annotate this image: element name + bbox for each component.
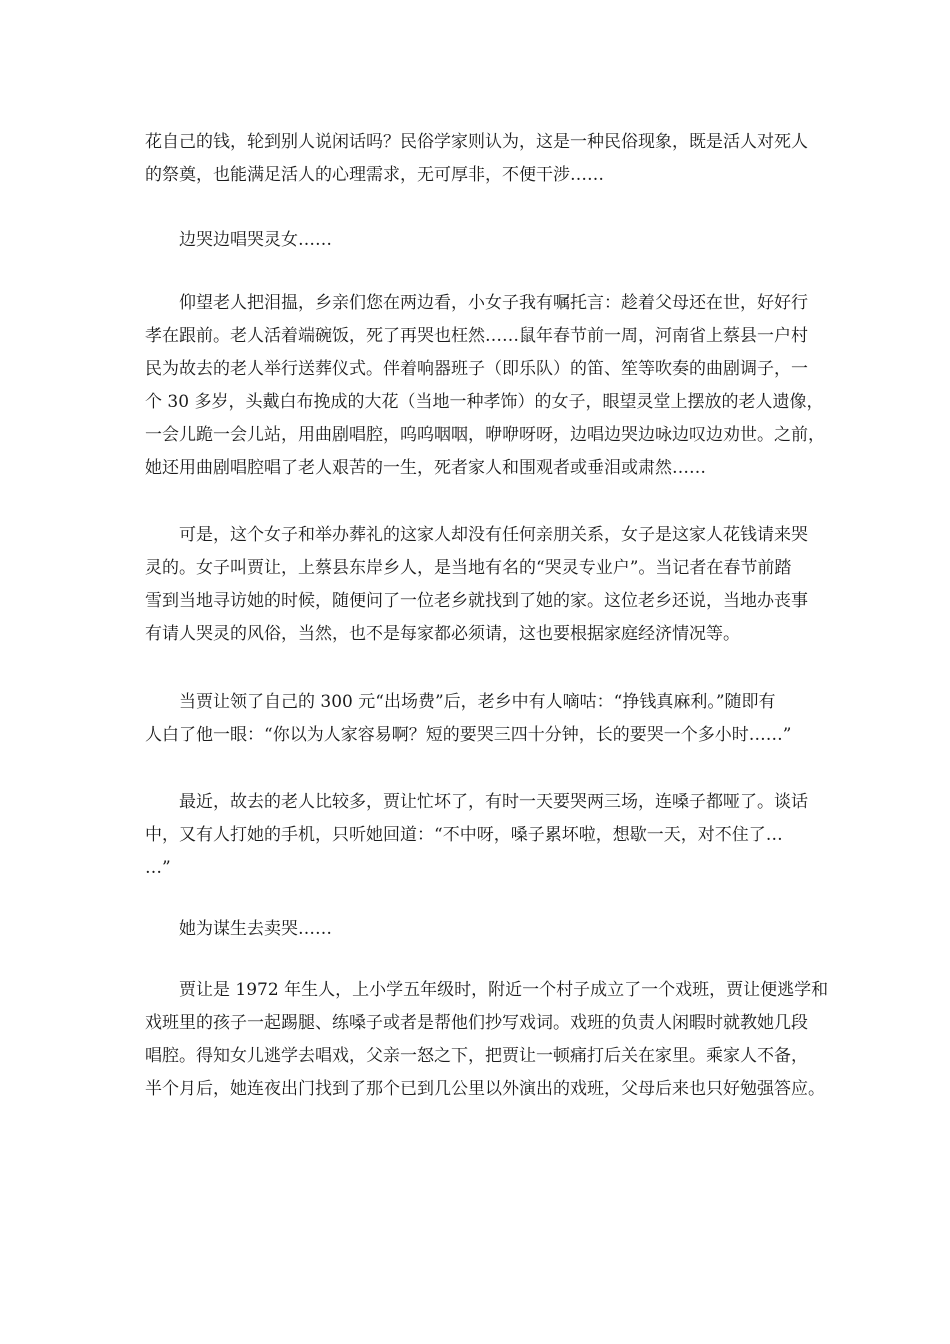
paragraph-5 xyxy=(145,686,811,752)
paragraph-line: 可是，这个女子和举办葬礼的这家人却没有任何亲朋关系，女子是这家人花钱请来哭 xyxy=(179,525,808,545)
paragraph-line: 个 30 多岁，头戴白布挽成的大花（当地一种孝饰）的女子，眼望灵堂上摆放的老人遗像， xyxy=(145,392,824,412)
paragraph-line: 唱腔。得知女儿逃学去唱戏，父亲一怒之下，把贾让一顿痛打后关在家里。乘家人不备， xyxy=(145,1046,808,1066)
paragraph-1 xyxy=(145,126,811,192)
paragraph-4 xyxy=(145,519,811,651)
paragraph-line: 有请人哭灵的风俗，当然，也不是每家都必须请，这也要根据家庭经济情况等。 xyxy=(145,624,740,644)
paragraph-3 xyxy=(145,287,825,485)
paragraph-line: 灵的。女子叫贾让，上蔡县东岸乡人，是当地有名的“哭灵专业户”。当记者在春节前踏 xyxy=(145,558,792,578)
paragraph-line: …” xyxy=(145,858,171,878)
paragraph-line: 民为故去的老人举行送葬仪式。伴着响器班子（即乐队）的笛、笙等吹奏的曲剧调子，一 xyxy=(145,359,808,379)
paragraph-line: 她为谋生去卖哭…… xyxy=(179,919,332,939)
paragraph-line: 的祭奠，也能满足活人的心理需求，无可厚非，不便干涉…… xyxy=(145,165,604,185)
paragraph-6 xyxy=(145,786,811,885)
paragraph-line: 她还用曲剧唱腔唱了老人艰苦的一生，死者家人和围观者或垂泪或肃然…… xyxy=(145,458,706,478)
paragraph-line: 仰望老人把泪揾，乡亲们您在两边看，小女子我有嘱托言：趁着父母还在世，好好行 xyxy=(179,293,808,313)
paragraph-line: 人白了他一眼：“你以为人家容易啊？短的要哭三四十分钟，长的要哭一个多小时……” xyxy=(145,725,792,745)
paragraph-line: 最近，故去的老人比较多，贾让忙坏了，有时一天要哭两三场，连嗓子都哑了。谈话 xyxy=(179,792,808,812)
paragraph-8 xyxy=(145,974,829,1106)
paragraph-line: 戏班里的孩子一起踢腿、练嗓子或者是帮他们抄写戏词。戏班的负责人闲暇时就教她几段 xyxy=(145,1013,808,1033)
section-heading-selling-tears xyxy=(145,913,811,946)
paragraph-line: 孝在跟前。老人活着端碗饭，死了再哭也枉然……鼠年春节前一周，河南省上蔡县一户村 xyxy=(145,326,808,346)
paragraph-line: 一会儿跪一会儿站，用曲剧唱腔，呜呜咽咽，咿咿呀呀，边唱边哭边咏边叹边劝世。之前， xyxy=(145,425,825,445)
section-heading-crying-singer xyxy=(145,224,811,257)
paragraph-line: 边哭边唱哭灵女…… xyxy=(179,230,332,250)
paragraph-line: 当贾让领了自己的 300 元“出场费”后，老乡中有人嘀咕：“挣钱真麻利。”随即有 xyxy=(179,692,776,712)
paragraph-line: 贾让是 1972 年生人，上小学五年级时，附近一个村子成立了一个戏班，贾让便逃学和 xyxy=(179,980,829,1000)
paragraph-line: 花自己的钱，轮到别人说闲话吗？民俗学家则认为，这是一种民俗现象，既是活人对死人 xyxy=(145,132,808,152)
paragraph-line: 雪到当地寻访她的时候，随便问了一位老乡就找到了她的家。这位老乡还说，当地办丧事 xyxy=(145,591,808,611)
paragraph-line: 中，又有人打她的手机，只听她回道：“不中呀，嗓子累坏啦，想歇一天，对不住了… xyxy=(145,825,783,845)
paragraph-line: 半个月后，她连夜出门找到了那个已到几公里以外演出的戏班，父母后来也只好勉强答应。 xyxy=(145,1079,825,1099)
